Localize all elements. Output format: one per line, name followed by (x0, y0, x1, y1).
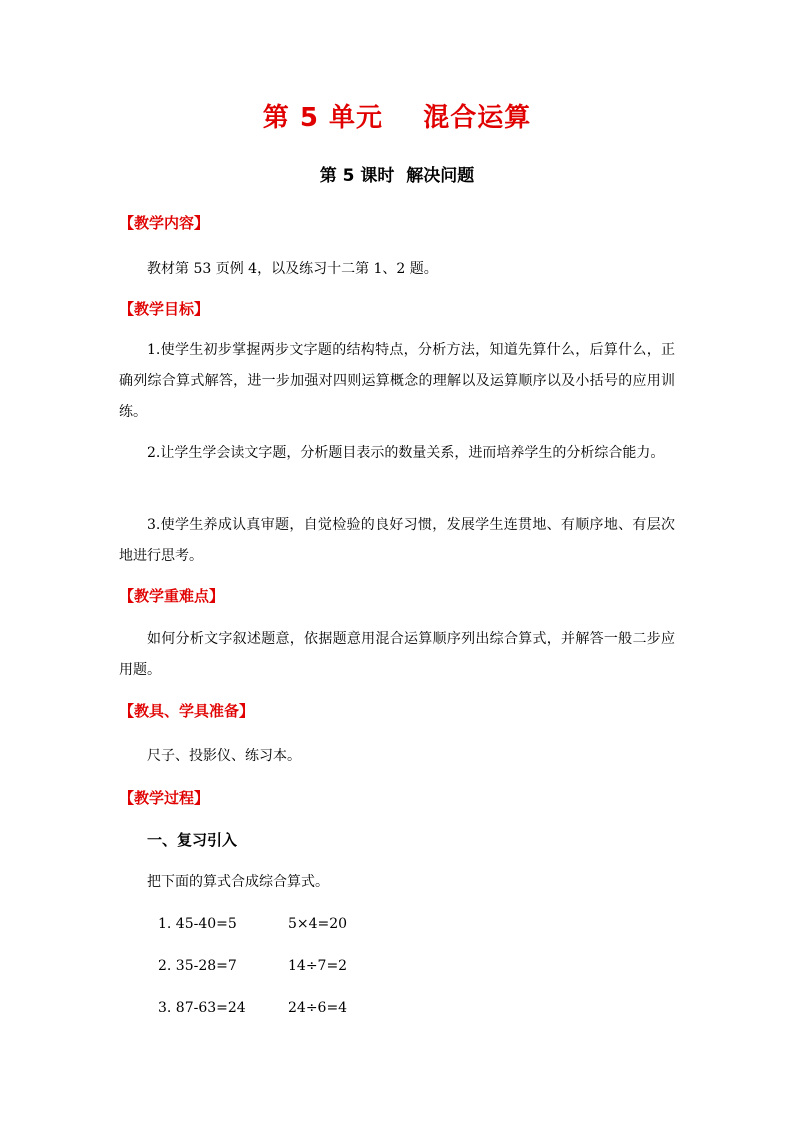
exercise-step-b: 14÷7=2 (288, 958, 348, 974)
goal-item-2: 2.让学生学会读文字题，分析题目表示的数量关系，进而培养学生的分析综合能力。 (147, 445, 665, 461)
heading-teaching-aids: 【教具、学具准备】 (119, 702, 255, 720)
heading-teaching-process: 【教学过程】 (119, 789, 210, 807)
goal-item-1: 1.使学生初步掌握两步文字题的结构特点，分析方法，知道先算什么，后算什么，正确列综合算式解答，进一步加强对四则运算概念的理解以及运算顺序以及小括号的应用训练。 (119, 342, 675, 420)
heading-teaching-goals: 【教学目标】 (119, 300, 210, 318)
exercise-step-b: 24÷6=4 (288, 1000, 348, 1016)
exercise-step-a: 2. 35-28=7 (158, 958, 237, 974)
lesson-subtitle: 第 5 课时 解决问题 (319, 166, 475, 186)
goal-item-3: 3.使学生养成认真审题，自觉检验的良好习惯，发展学生连贯地、有顺序地、有层次地进行思考。 (119, 517, 675, 564)
heading-key-difficulties: 【教学重难点】 (119, 587, 225, 605)
teaching-aids-text: 尺子、投影仪、练习本。 (147, 748, 301, 764)
key-difficulties-text: 如何分析文字叙述题意，依据题意用混合运算顺序列出综合算式，并解答一般二步应用题。 (119, 631, 675, 678)
teaching-content-text: 教材第 53 页例 4，以及练习十二第 1、2 题。 (147, 261, 438, 277)
exercise-step-a: 1. 45-40=5 (158, 916, 237, 932)
exercise-step-b: 5×4=20 (288, 916, 348, 932)
exercise-step-a: 3. 87-63=24 (158, 1000, 246, 1016)
unit-title: 第 5 单元 混合运算 (262, 103, 532, 133)
step1-title: 一、复习引入 (147, 831, 238, 849)
heading-teaching-content: 【教学内容】 (119, 214, 210, 232)
instruction-text: 把下面的算式合成综合算式。 (147, 874, 329, 890)
